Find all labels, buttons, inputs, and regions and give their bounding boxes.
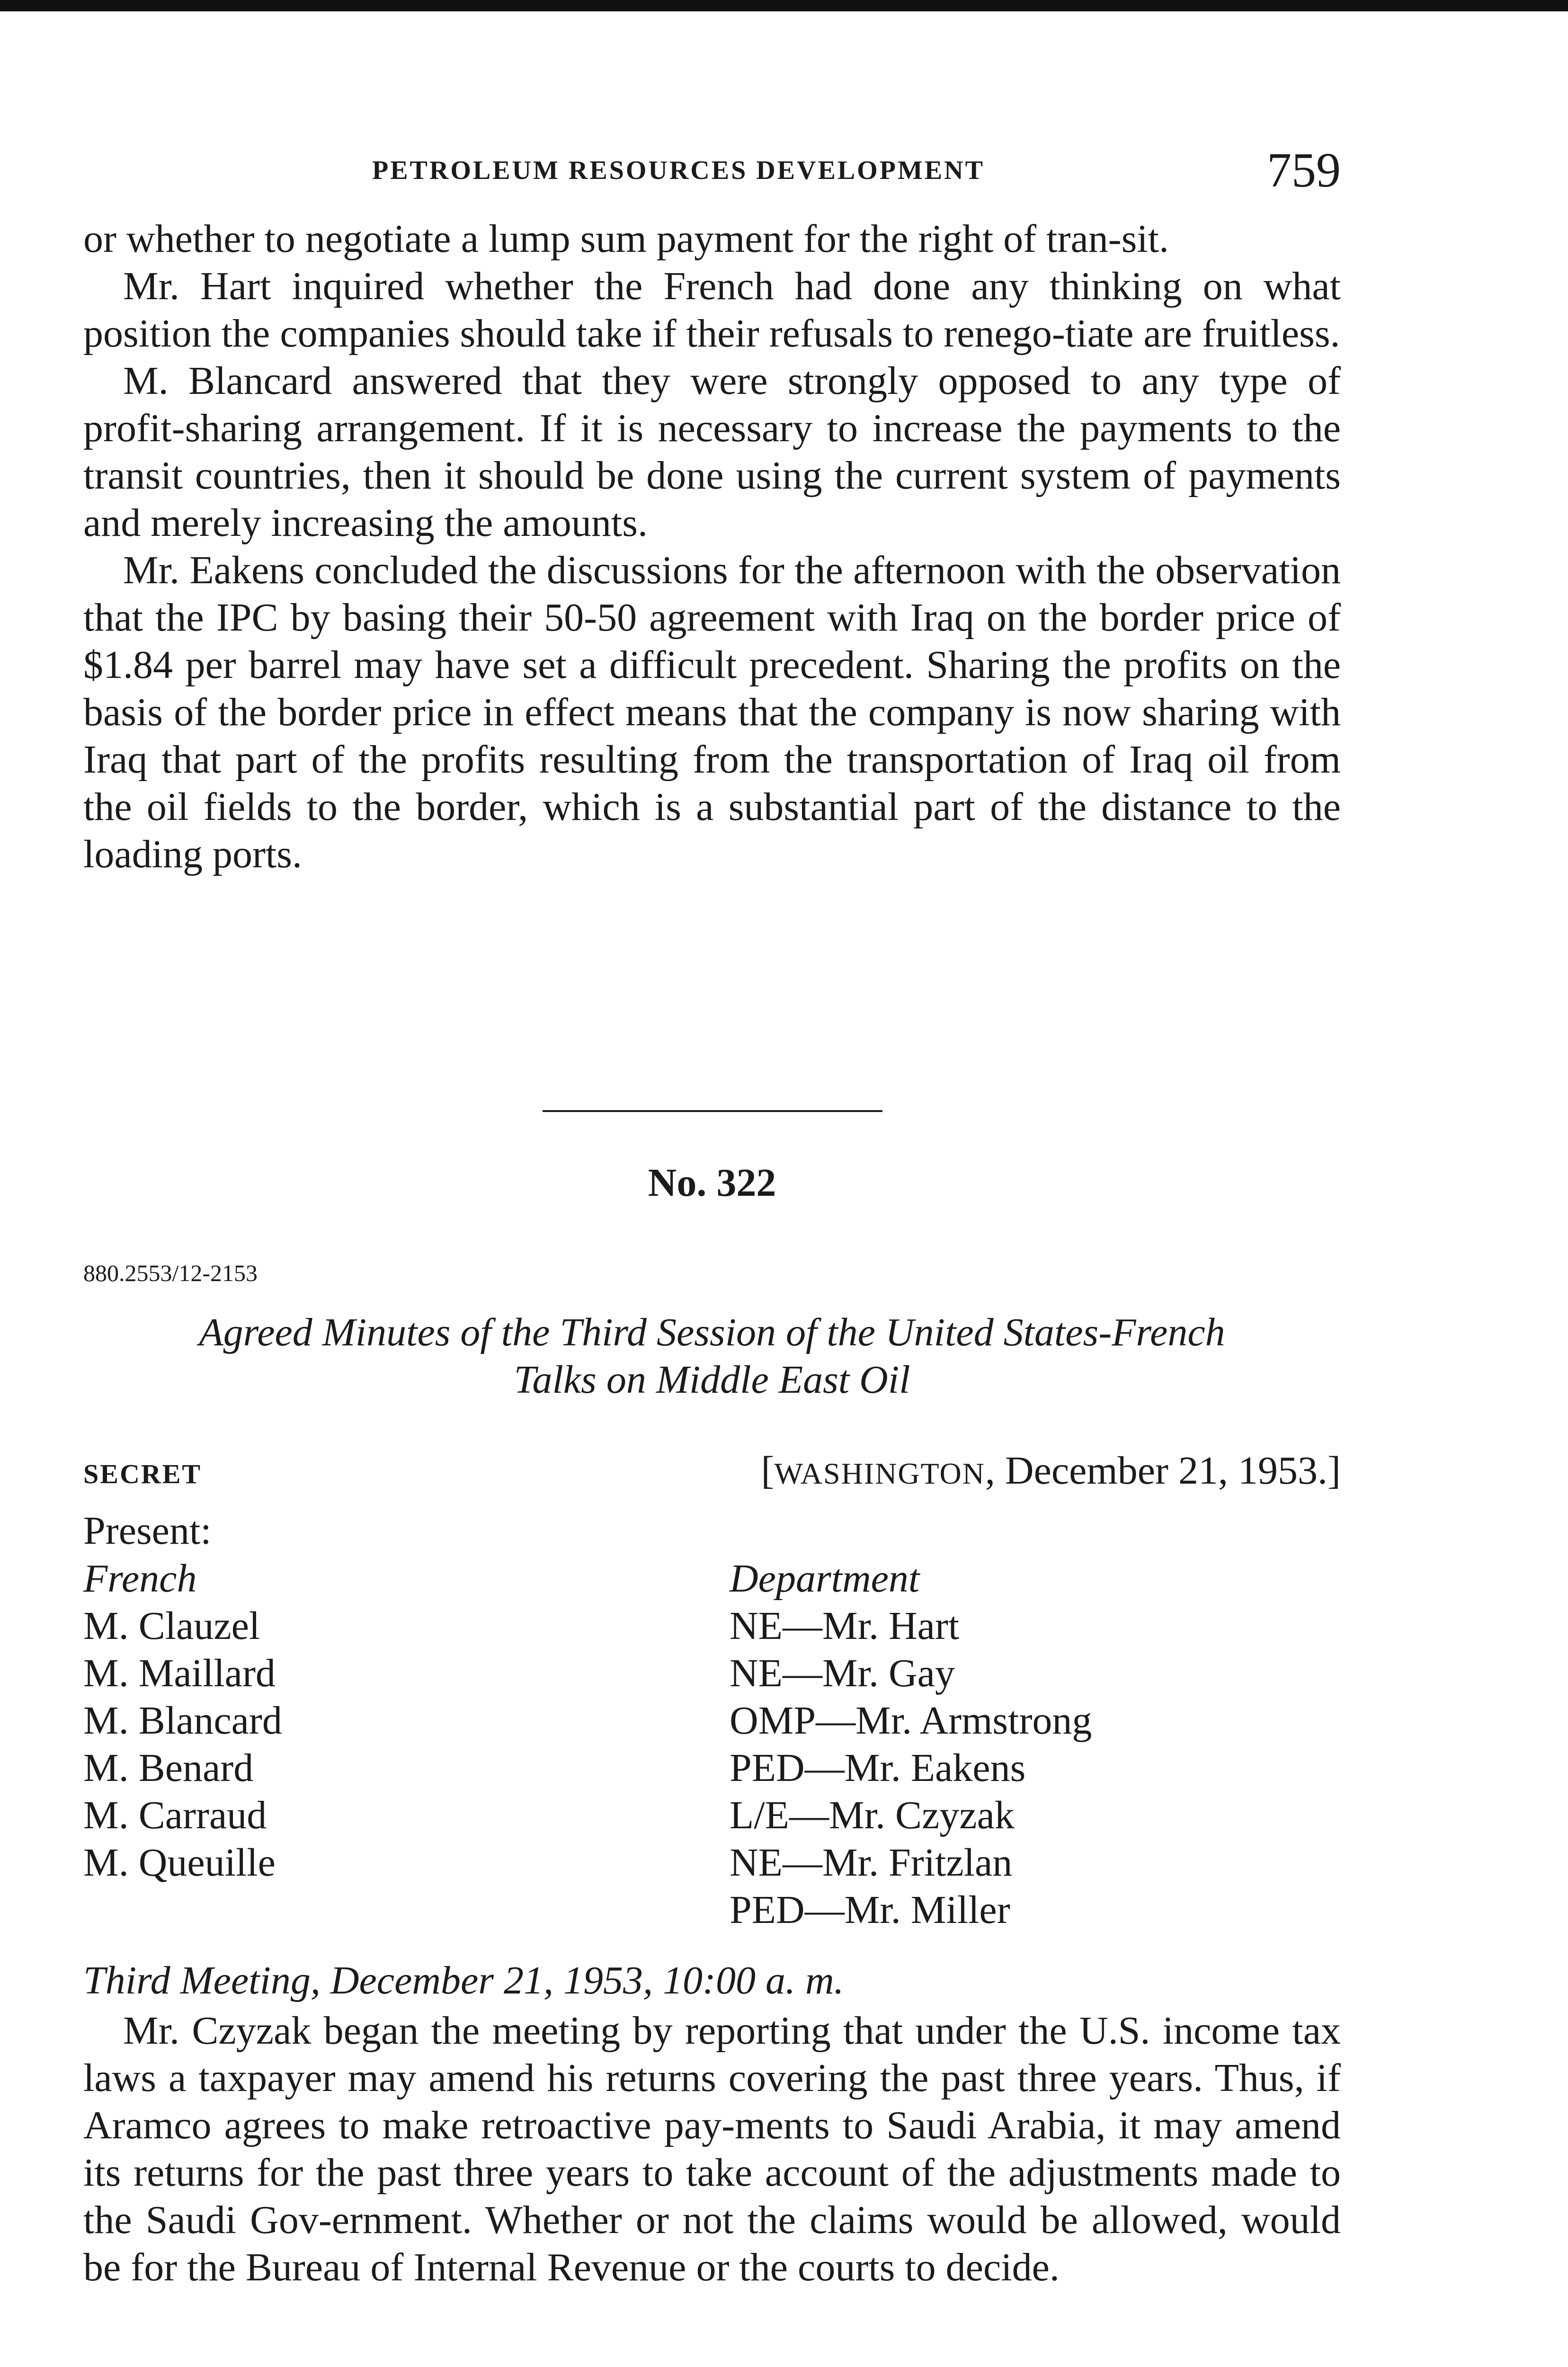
- french-heading: French: [83, 1557, 197, 1601]
- attendee-name: NE—Mr. Gay: [730, 1651, 955, 1695]
- paragraph: Mr. Hart inquired whether the French had done any thinking on what position the companies should take if their refusals to renego-tiate are fruitless.: [83, 264, 1341, 356]
- paragraph: or whether to negotiate a lump sum payment for the right of tran-sit.: [83, 217, 1169, 261]
- scan-top-border: [0, 0, 1568, 11]
- running-head: [83, 142, 1341, 199]
- attendee-name: PED—Mr. Eakens: [730, 1746, 1026, 1790]
- french-attendees: [83, 1555, 282, 1886]
- present-label: Present:: [83, 1509, 212, 1553]
- classification-marking: SECRET: [83, 1459, 202, 1489]
- section-divider: [543, 1110, 882, 1112]
- document-title: [83, 1309, 1341, 1404]
- dateline-open: [: [761, 1449, 775, 1493]
- attendee-name: M. Blancard: [83, 1699, 282, 1743]
- attendee-name: M. Benard: [83, 1746, 254, 1790]
- meeting-heading: Third Meeting, December 21, 1953, 10:00 a. m.: [83, 1958, 844, 2002]
- attendee-name: M. Maillard: [83, 1651, 276, 1695]
- dateline: [761, 1448, 1341, 1494]
- dateline-date: , December 21, 1953.]: [985, 1449, 1341, 1493]
- document-title-line-1: Agreed Minutes of the Third Session of the United States-French: [199, 1310, 1225, 1354]
- body-text: [83, 215, 1341, 878]
- attendee-name: NE—Mr. Fritzlan: [730, 1841, 1013, 1885]
- attendee-name: PED—Mr. Miller: [730, 1888, 1010, 1932]
- department-heading: Department: [730, 1557, 920, 1601]
- paragraph: Mr. Czyzak began the meeting by reporting that under the U.S. income tax laws a taxpayer may amend his returns covering the past three years. Thus, if Aramco agrees to make retroactive pay-ments to Saudi Arabia, it may amend its returns for the past three years to take account of the adjustments made to the Saudi Gov-ernment. Whether or not the claims would be allowed, would be for the Bureau of Internal Revenue or the courts to decide.: [83, 2009, 1341, 2289]
- running-title: PETROLEUM RESOURCES DEVELOPMENT: [372, 156, 985, 185]
- document-number: No. 322: [648, 1161, 776, 1205]
- attendee-name: OMP—Mr. Armstrong: [730, 1699, 1092, 1743]
- paragraph: M. Blancard answered that they were strongly opposed to any type of profit-sharing arrangement. If it is necessary to increase the payments to the transit countries, then it should be done using the current system of payments and merely increasing the amounts.: [83, 359, 1341, 545]
- meeting-text: [83, 2007, 1341, 2291]
- dateline-place: WASHINGTON: [774, 1457, 985, 1490]
- paragraph: Mr. Eakens concluded the discussions for the afternoon with the observation that the IPC by basing their 50-50 agreement with Iraq on the border price of $1.84 per barrel may have set a difficult precedent. Sharing the profits on the basis of the border price in effect means that the company is now sharing with Iraq that part of the profits resulting from the transportation of Iraq oil from the oil fields to the border, which is a substantial part of the distance to the loading ports.: [83, 548, 1341, 876]
- file-reference: 880.2553/12-2153: [83, 1260, 258, 1286]
- page-number: 759: [1267, 143, 1341, 197]
- attendee-name: M. Queuille: [83, 1841, 276, 1885]
- attendee-name: L/E—Mr. Czyzak: [730, 1793, 1015, 1837]
- attendee-name: M. Clauzel: [83, 1604, 260, 1648]
- attendee-name: M. Carraud: [83, 1793, 267, 1837]
- department-attendees: [730, 1555, 1092, 1934]
- attendee-name: NE—Mr. Hart: [730, 1604, 960, 1648]
- document-title-line-2: Talks on Middle East Oil: [514, 1358, 910, 1402]
